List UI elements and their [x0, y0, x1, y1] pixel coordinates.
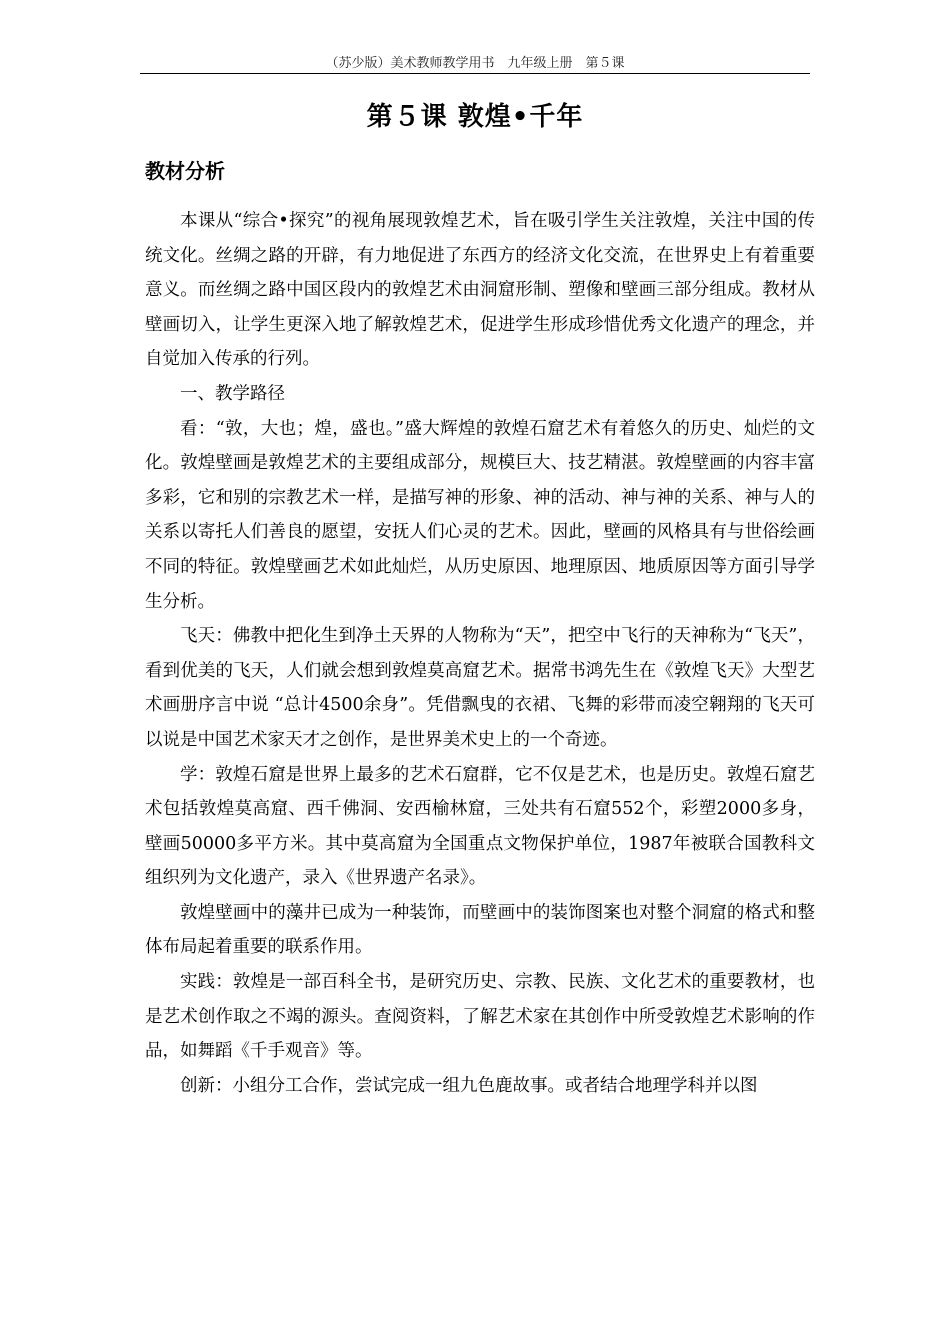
section-heading: 教材分析	[145, 159, 225, 183]
lesson-title: 第５课 敦煌•千年	[366, 102, 584, 132]
paragraph-feitian: 飞天：佛教中把化生到净土天界的人物称为“天”，把空中飞行的天神称为“飞天”，看到优美的飞天，人们就会想到敦煌莫高窟艺术。据常书鸿先生在《敦煌飞天》大型艺术画册序言中说 “总计4500余身”。凭借飘曳的衣裙、飞舞的彩带而凌空翱翔的飞天可以说是中国艺术家天才之创作，是世界美术史上的一个奇迹。	[145, 626, 815, 750]
paragraph-learn: 学：敦煌石窟是世界上最多的艺术石窟群，它不仅是艺术，也是历史。敦煌石窟艺术包括敦煌莫高窟、西千佛洞、安西榆林窟，三处共有石窟552个，彩塑2000多身，壁画50000多平方米。其中莫高窟为全国重点文物保护单位，1987年被联合国教科文组织列为文化遗产，录入《世界遗产名录》。	[145, 764, 815, 889]
paragraph-innovation: 创新：小组分工合作，尝试完成一组九色鹿故事。或者结合地理学科并以图	[180, 1075, 758, 1096]
body-text	[145, 204, 815, 1103]
paragraph-teaching-path: 一、教学路径	[180, 383, 285, 404]
running-header: （苏少版）美术教师教学用书 九年级上册 第５课	[325, 56, 625, 71]
paragraph-look: 看：“敦，大也；煌，盛也。”盛大辉煌的敦煌石窟艺术有着悠久的历史、灿烂的文化。敦煌壁画是敦煌艺术的主要组成部分，规模巨大、技艺精湛。敦煌壁画的内容丰富多彩，它和别的宗教艺术一样，是描写神的形象、神的活动、神与神的关系、神与人的关系以寄托人们善良的愿望，安抚人们心灵的艺术。因此，壁画的风格具有与世俗绘画不同的特征。敦煌壁画艺术如此灿烂，从历史原因、地理原因、地质原因等方面引导学生分析。	[145, 418, 815, 612]
paragraph-practice: 实践：敦煌是一部百科全书，是研究历史、宗教、民族、文化艺术的重要教材，也是艺术创作取之不竭的源头。查阅资料，了解艺术家在其创作中所受敦煌艺术影响的作品，如舞蹈《千手观音》等。	[145, 972, 815, 1062]
paragraph-caisson: 敦煌壁画中的藻井已成为一种装饰，而壁画中的装饰图案也对整个洞窟的格式和整体布局起着重要的联系作用。	[145, 902, 815, 958]
header-rule	[140, 73, 810, 74]
paragraph-intro: 本课从“综合•探究”的视角展现敦煌艺术，旨在吸引学生关注敦煌，关注中国的传统文化。丝绸之路的开辟，有力地促进了东西方的经济文化交流，在世界史上有着重要意义。而丝绸之路中国区段内的敦煌艺术由洞窟形制、塑像和壁画三部分组成。教材从壁画切入，让学生更深入地了解敦煌艺术，促进学生形成珍惜优秀文化遗产的理念，并自觉加入传承的行列。	[145, 211, 815, 370]
